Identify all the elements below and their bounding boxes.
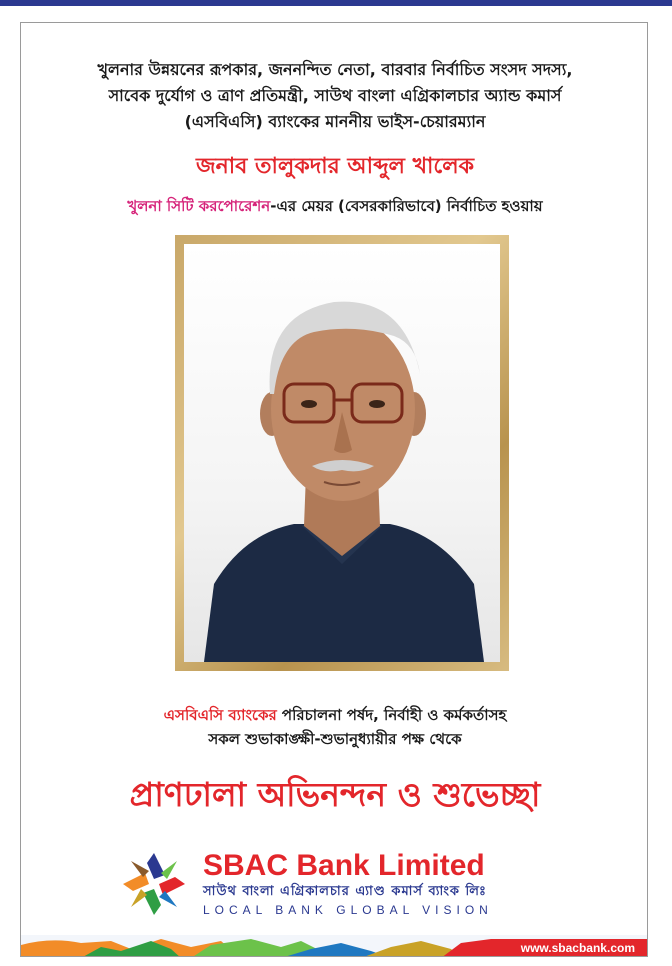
advertisement bbox=[20, 22, 648, 957]
occasion-rest: -এর মেয়র (বেসরকারিভাবে) নির্বাচিত হওয়ায় bbox=[270, 197, 543, 215]
honoree-name: জনাব তালুকদার আব্দুল খালেক bbox=[195, 154, 475, 179]
intro-text bbox=[21, 57, 648, 135]
website-link[interactable]: www.sbacbank.com bbox=[520, 941, 635, 955]
portrait-frame bbox=[175, 235, 509, 671]
sender-line-2: সকল শুভাকাঙ্ক্ষী-শুভানুধ্যায়ীর পক্ষ থেকে bbox=[208, 730, 462, 748]
sender-line-1 bbox=[21, 703, 648, 727]
top-bar bbox=[0, 0, 672, 6]
portrait-photo bbox=[184, 244, 500, 662]
portrait-illustration bbox=[184, 244, 500, 662]
intro-line-2: সাবেক দুর্যোগ ও ত্রাণ প্রতিমন্ত্রী, সাউথ বাংলা এগ্রিকালচার অ্যান্ড কমার্স bbox=[108, 86, 562, 105]
intro-line-1: খুলনার উন্নয়নের রূপকার, জননন্দিত নেতা, বারবার নির্বাচিত সংসদ সদস্য, bbox=[97, 60, 573, 79]
brand-tagline: LOCAL BANK GLOBAL VISION bbox=[203, 903, 493, 917]
greeting-headline: প্রাণঢালা অভিনন্দন ও শুভেচ্ছা bbox=[129, 775, 541, 814]
sender-text bbox=[21, 703, 648, 751]
brand-name: SBAC Bank Limited bbox=[203, 849, 485, 882]
occasion-highlight: খুলনা সিটি করপোরেশন bbox=[127, 197, 271, 215]
sender-bank-name: এসবিএসি ব্যাংকের bbox=[163, 706, 277, 724]
brand-name-bangla: সাউথ বাংলা এগ্রিকালচার এ্যাণ্ড কমার্স ব্যাংক লিঃ bbox=[203, 884, 487, 899]
sbac-logo-icon bbox=[119, 849, 189, 919]
occasion-line bbox=[21, 195, 648, 220]
sender-line-1-rest: পরিচালনা পর্ষদ, নির্বাহী ও কর্মকর্তাসহ bbox=[276, 706, 507, 724]
brand-block bbox=[203, 849, 493, 919]
intro-line-3: (এসবিএসি) ব্যাংকের মাননীয় ভাইস-চেয়ারম্যান bbox=[184, 112, 486, 131]
